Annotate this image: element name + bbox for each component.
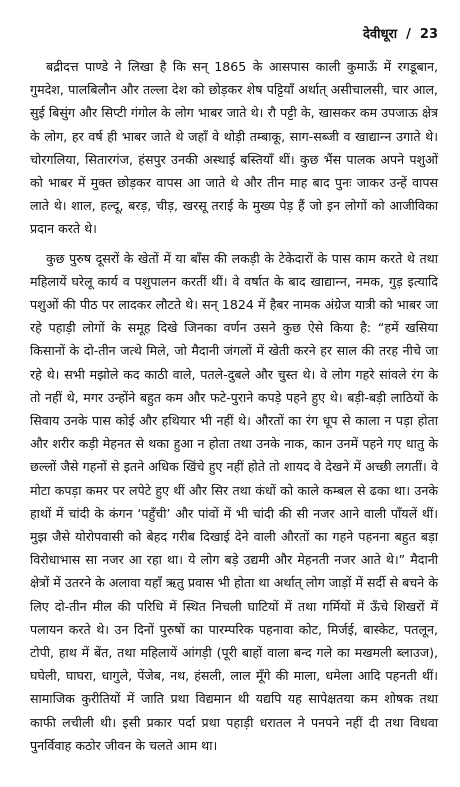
body-text (30, 55, 438, 757)
paragraph: कुछ पुरुष दूसरों के खेतों में या बाँस की लकड़ी के टेकेदारों के पास काम करते थे तथा महिलायें घरेलू कार्य व पशुपालन करतीं थीं। वे वर्षात के बाद खाद्यान्‍न, नमक, गुड़ इत्यादि पशुओं की पीठ पर लादकर लौटते थे। सन् 1824 में हैबर नामक अंग्रेज यात्री को भाबर जा रहे पहाड़ी लोगों के समूह दिखे जिनका वर्णन उसने कुछ ऐसे किया है: “हमें खसिया किसानों के दो-तीन जत्थे मिले, जो मैदानी जंगलों में खेती करने हर साल की तरह नीचे जा रहे थे। सभी मझोले कद काठी वाले, पतले-दुबले और चुस्त थे। वे लोग गहरे सांवले रंग के तो नहीं थे, मगर उन्होंने बहुत कम और फटे-पुराने कपड़े पहने हुए थे। बड़ी-बड़ी लाठियों के सिवाय उनके पास कोई और हथियार भी नहीं थे। औरतों का रंग धूप से काला न पड़ा होता और शरीर कड़ी मेहनत से थका हुआ न होता तथा उनके नाक, कान उनमें पहने गए धातु के छल्लों जैसे गहनों से इतने अधिक खिंचे हुए नहीं होते तो शायद वे देखने में अच्छी लगतीं। वे मोटा कपड़ा कमर पर लपेटे हुए थीं और सिर तथा कंधों को काले कम्बल से ढका था। उनके हाथों में चांदी के कंगन ‘पहुँची’ और पांवों में भी चांदी की सी नजर आने वाली पाँयलें थीं। मुझ जैसे योरोपवासी को बेहद गरीब दिखाई देने वाली औरतों का गहने पहनना बहुत बड़ा विरोधाभास सा नजर आ रहा था। ये लोग बड़े उद्यमी और मेहनती नजर आते थे।” मैदानी क्षेत्रों में उतरने के अलावा यहाँ ऋतु प्रवास भी होता था अर्थात् लोग जाड़ों में सर्दी से बचने के लिए दो-तीन मील की परिधि में स्थित निचली घाटियों में तथा गर्मियों में ऊँचे शिखरों में पलायन करते थे। उन दिनों पुरुषों का पारम्परिक पहनावा कोट, मिर्जई, बास्केट, पतलून, टोपी, हाथ में बेंत, तथा महिलायें आंगड़ी (पूरी बाहों वाला बन्द गले का मखमली ब्लाउज), घघेली, घाघरा, धागुले, पेंजेब, नथ, हंसली, लाल मूँगे की माला, धमेला आदि पहनती थीं। सामाजिक कुरीतियों में जाति प्रथा विद्यमान थी यद्यपि यह सापेक्षतया कम शोषक तथा काफी लचीली थी। इसी प्रकार पर्दा प्रथा पहाड़ी धरातल ने पनपने नहीं दी तथा विधवा पुनर्विवाह कठोर जीवन के चलते आम था। (30, 250, 438, 753)
header-title: देवीधूरा (362, 27, 398, 42)
page-number: 23 (419, 27, 438, 42)
paragraph: बद्रीदत्त पाण्डे ने लिखा है कि सन् 1865 के आसपास काली कुमाऊँ में रगडूबान, गुमदेश, पालबिलौन और तल्ला देश को छोड़कर शेष पट्टियाँ अर्थात् असीचालसी, चार आल, सुई बिसुंग और सिप्टी गंगोल के लोग भाबर जाते थे। रौ पट्टी के, खासकर कम उपजाऊ क्षेत्र के लोग, हर वर्ष ही भाबर जाते थे जहाँ वे थोड़ी तम्बाकू, साग-सब्जी व खाद्यान्‍न उगाते थे। चोरगलिया, सितारगंज, हंसपुर उनकी अस्थाई बस्तियाँ थीं। कुछ भैंस पालक अपने पशुओं को भाबर में मुक्त छोड़कर वापस आ जाते थे और तीन माह बाद पुनः जाकर उन्हें वापस लाते थे। शाल, हल्दू, बरड़, चीड़, खरसू तराई के मुख्य पेड़ हैं जो इन लोगों को आजीविका प्रदान करते थे। (30, 59, 438, 237)
running-header (30, 27, 438, 45)
header-separator: / (406, 27, 411, 42)
